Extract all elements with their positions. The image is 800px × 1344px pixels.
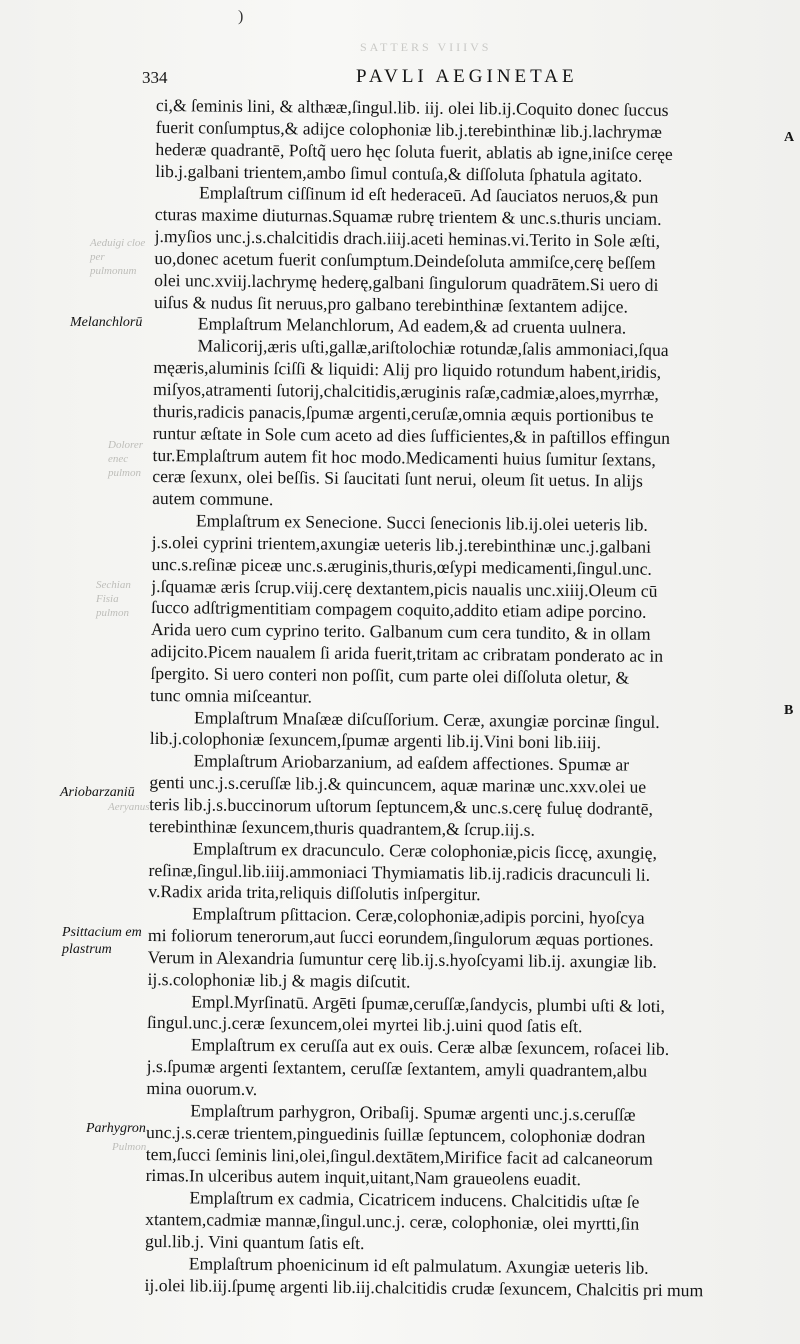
bleed-note: Sechian Fisia pulmon: [96, 579, 131, 619]
text-line: Verum in Alexandria ſumuntur cerę lib.ij.s.hyoſcyami lib.ij. axungiæ lib.: [147, 946, 657, 972]
text-line: xtantem,cadmiæ mannæ,ſingul.unc.j. ceræ, colophoniæ, olei myrtti,ſin: [145, 1208, 640, 1234]
text-line: Empl.Myrſinatū. Argēti ſpumæ,ceruſſæ,ſandycis, plumbi uſti & loti,: [191, 990, 666, 1016]
text-line: terebinthinæ ſexuncem,thuris quadrantem,& ſcrup.iij.s.: [148, 815, 536, 840]
text-line: teris lib.j.s.buccinorum uſtorum ſeptuncem,& unc.s.cerę fuluę dodrantē,: [149, 793, 654, 819]
text-line: Emplaſtrum Mnaſææ diſcuſſorium. Ceræ, axungiæ porcinæ ſingul.: [193, 707, 660, 732]
bleed-note: Dolorer enec pulmon: [108, 439, 144, 479]
text-line: Emplaſtrum ex Senecione. Succi ſenecionis lib.ij.olei ueteris lib.: [195, 510, 648, 535]
text-line: j.myſios unc.j.s.chalcitidis drach.iiij.aceti heminas.vi.Terito in Sole æſti,: [154, 226, 661, 251]
margin-note: Psittacium em plastrum: [62, 925, 142, 957]
text-line: fuerit conſumptus,& adijce colophoniæ lib.j.terebinthinæ lib.j.lachrymæ: [155, 116, 663, 142]
margin-note: Parhygron: [86, 1121, 146, 1136]
text-line: Emplaſtrum ex ceruſſa aut ex ouis. Ceræ albæ ſexuncem, roſacei lib.: [190, 1034, 670, 1060]
page-number: 334: [142, 68, 168, 87]
text-line: autem commune.: [152, 488, 274, 510]
text-line: ci,& ſeminis lini, & althææ,ſingul.lib. iij. olei lib.ij.Coquito donec ſuccus: [155, 95, 669, 120]
text-line: Emplaſtrum Ariobarzanium, ad eaſdem affectiones. Spumæ ar: [193, 750, 630, 775]
text-line: uo,donec acetum fuerit conſumptum.Deindeſoluta ammiſce,cerę beſſem: [154, 247, 656, 273]
text-line: v.Radix arida trita,reliquis diſſolutis inſpergitur.: [148, 881, 481, 905]
text-line: miſyos,atramenti ſutorij,chalcitidis,æruginis raſæ,cadmiæ,aloes,myrrhæ,: [153, 378, 660, 404]
text-line: j.s.ſpumæ argenti ſextantem, ceruſſæ ſextantem, amyli quadrantem,albu: [146, 1056, 648, 1081]
text-line: lib.j.colophoniæ ſexuncem,ſpumæ argenti lib.ij.Vini boni lib.iiij.: [149, 728, 602, 753]
margin-note: Ariobarzaniū: [60, 785, 135, 800]
edge-mark-a: A: [784, 130, 795, 145]
text-line: tem,ſucci ſeminis lini,olei,ſingul.dextātem,Mirifice facit ad calcaneorum: [145, 1143, 654, 1169]
text-line: unc.s.reſinæ piceæ unc.s.æruginis,thuris,œſypi medicamenti,ſingul.unc.: [151, 553, 652, 579]
text-line: mina ouorum.v.: [146, 1077, 258, 1099]
bleed-note: Aeduigi cloe per pulmonum: [90, 237, 146, 277]
text-line: lib.j.galbani trientem,ambo ſimul contuſa,& diſſoluta ſphatula agitato.: [155, 160, 643, 186]
text-line: runtur æſtate in Sole cum aceto ad dies ſufficientes,& in paſtillos effingun: [152, 422, 671, 448]
text-line: Emplaſtrum pſittacion. Ceræ,colophoniæ,adipis porcini, hyoſcya: [192, 903, 645, 928]
bleed-note: Aeryanus: [108, 801, 150, 813]
text-line: reſinæ,ſingul.lib.iiij.ammoniaci Thymiamatis lib.ij.radicis dracunculi li.: [148, 859, 651, 885]
text-line: Emplaſtrum ciſſinum id eſt hederaceū. Ad ſauciatos neruos,& pun: [198, 182, 659, 208]
text-line: ij.s.colophoniæ lib.j & magis diſcutit.: [147, 968, 411, 992]
text-line: Emplaſtrum Melanchlorum, Ad eadem,& ad cruenta uulnera.: [197, 313, 627, 338]
text-line: Emplaſtrum ex cadmia, Cicatricem inducens. Chalcitidis uſtæ ſe: [189, 1187, 640, 1212]
text-line: cturas maxime diuturnas.Squamæ rubrę trientem & unc.s.thuris unciam.: [154, 204, 662, 230]
text-line: gul.lib.j. Vini quantum ſatis eſt.: [144, 1230, 365, 1253]
text-line: mi foliorum tenerorum,aut ſucci eorundem,ſingulorum æquas portiones.: [147, 925, 654, 950]
text-line: Emplaſtrum parhygron, Oribaſij. Spumæ argenti unc.j.s.ceruſſæ: [190, 1100, 636, 1125]
margin-note: Melanchlorū: [70, 315, 143, 330]
text-line: Arida uero cum cyprino terito. Galbanum cum cera tundito, & in ollam: [150, 619, 651, 645]
text-line: unc.j.s.ceræ trientem,pinguedinis ſuillæ ſeptuncem, colophoniæ dodran: [145, 1121, 646, 1147]
text-line: tunc omnia miſceantur.: [150, 684, 313, 707]
text-line: ſucco adſtrigmentitiam compagem coquito,addito etiam adipe porcino.: [150, 597, 647, 623]
text-line: olei unc.xviij.lachrymę hederę,galbani ſingulorum quadrātem.Si uero di: [154, 269, 659, 295]
page-header: [142, 64, 742, 94]
text-line: Emplaſtrum ex dracunculo. Ceræ colophoniæ,picis ſiccę, axungię,: [192, 838, 658, 863]
text-line: hederæ quadrantē, Poſtq̃ uero hęc ſoluta fuerit, ablatis ab igne,iniſce ceręe: [155, 138, 673, 164]
text-line: ſingul.unc.j.ceræ ſexuncem,olei myrtei lib.j.uini quod ſatis eſt.: [147, 1012, 583, 1037]
text-line: j.s.olei cyprini trientem,axungiæ ueteris lib.j.terebinthinæ unc.j.galbani: [151, 531, 652, 557]
text-line: ij.olei lib.iij.ſpumę argenti lib.iij.chalcitidis crudæ ſexuncem, Chalcitis pri mum: [144, 1274, 704, 1300]
bleed-through-head: SATTERS VIIIVS: [360, 40, 492, 54]
text-line: adijcito.Picem naualem ſi arida fuerit,tritam ac cribratam ponderato ac in: [150, 641, 664, 666]
text-line: thuris,radicis panacis,ſpumæ argenti,ceruſæ,omnia æquis portionibus te: [152, 400, 654, 426]
top-mark: ): [238, 8, 244, 25]
text-line: rimas.In ulceribus autem inquit,uitant,Nam graueolens euadit.: [145, 1165, 582, 1190]
text-line: j.ſquamæ æris ſcrup.viij.cerę dextantem,picis naualis unc.xiiij.Oleum cū: [151, 575, 658, 601]
text-line: genti unc.j.s.ceruſſæ lib.j.& quincuncem, aquæ marinæ unc.xxv.olei ue: [149, 772, 647, 797]
text-line: uiſus & nudus ſit neruus,pro galbano terebinthinæ ſextantem adijce.: [153, 291, 629, 317]
running-head: PAVLI AEGINETAE: [356, 66, 578, 87]
edge-mark-b: B: [784, 703, 794, 718]
text-line: Malicorij,æris uſti,gallæ,ariſtolochiæ rotundæ,ſalis ammoniaci,ſqua: [197, 335, 669, 361]
text-line: ſpergito. Si uero conteri non poſſit, cum parte olei diſſoluta oletur, &: [150, 662, 630, 688]
text-line: tur.Emplaſtrum autem fit hoc modo.Medicamenti huius ſumitur ſextans,: [152, 444, 656, 470]
text-line: Emplaſtrum phoenicinum id eſt palmulatum. Axungiæ ueteris lib.: [188, 1253, 649, 1278]
text-line: męæris,aluminis ſciſſi & liquidi: Alij pro liquido rotundum habent,iridis,: [153, 357, 662, 382]
bleed-note: Pulmon: [112, 1141, 147, 1153]
text-column: [144, 95, 764, 1302]
text-line: ceræ ſexunx, olei beſſis. Si ſaucitati ſunt nerui, oleum ſit uetus. In alijs: [152, 466, 644, 492]
